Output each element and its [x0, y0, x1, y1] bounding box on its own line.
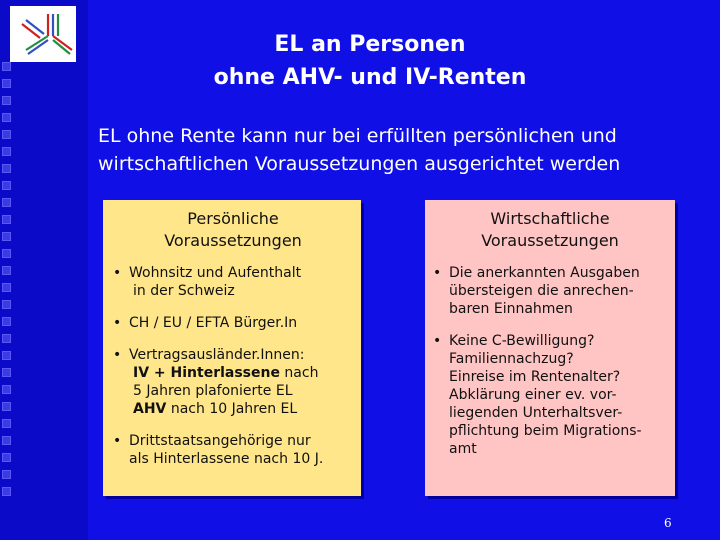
personal-requirements-heading: Persönliche Voraussetzungen	[164, 209, 302, 250]
slide-subtitle	[98, 122, 708, 178]
bullet-icon: •	[113, 347, 122, 363]
list-item: • Drittstaatsangehörige nur als Hinterlassene nach 10 J.	[113, 433, 324, 467]
bullet-icon: •	[113, 315, 122, 331]
list-item: • Wohnsitz und Aufenthalt in der Schweiz	[113, 265, 302, 299]
bullet-icon: •	[433, 265, 442, 281]
bullet-icon: •	[433, 333, 442, 349]
left-decorative-strip	[0, 0, 88, 540]
slide-title	[90, 28, 650, 94]
page-number: 6	[664, 516, 672, 530]
subtitle-line-1: EL ohne Rente kann nur bei erfüllten persönlichen und	[98, 125, 617, 147]
logo-icon	[10, 6, 76, 62]
subtitle-line-2: wirtschaftlichen Voraussetzungen ausgerichtet werden	[98, 153, 621, 175]
bullet-icon: •	[113, 265, 122, 281]
list-item: • Keine C-Bewilligung? Familiennachzug? Einreise im Rentenalter? Abklärung einer ev. vor- liegenden Unterhaltsver- pflichtung beim Migrations- amt	[433, 333, 642, 457]
bold-text: AHV	[133, 401, 167, 417]
decorative-square-column	[2, 62, 22, 504]
economic-requirements-heading: Wirtschaftliche Voraussetzungen	[481, 209, 619, 250]
bold-text: IV + Hinterlassene	[133, 365, 280, 381]
personal-requirements-box	[103, 200, 361, 496]
list-item: • CH / EU / EFTA Bürger.In	[113, 315, 298, 331]
title-line-1: EL an Personen	[274, 32, 466, 57]
economic-requirements-box	[425, 200, 675, 496]
list-item: • Die anerkannten Ausgaben übersteigen die anrechen- baren Einnahmen	[433, 265, 640, 317]
title-line-2: ohne AHV- und IV-Renten	[213, 65, 527, 90]
bullet-icon: •	[113, 433, 122, 449]
list-item: • Vertragsausländer.Innen: IV + Hinterlassene nach 5 Jahren plafonierte EL AHV nach 10 Jahren EL	[113, 347, 319, 417]
